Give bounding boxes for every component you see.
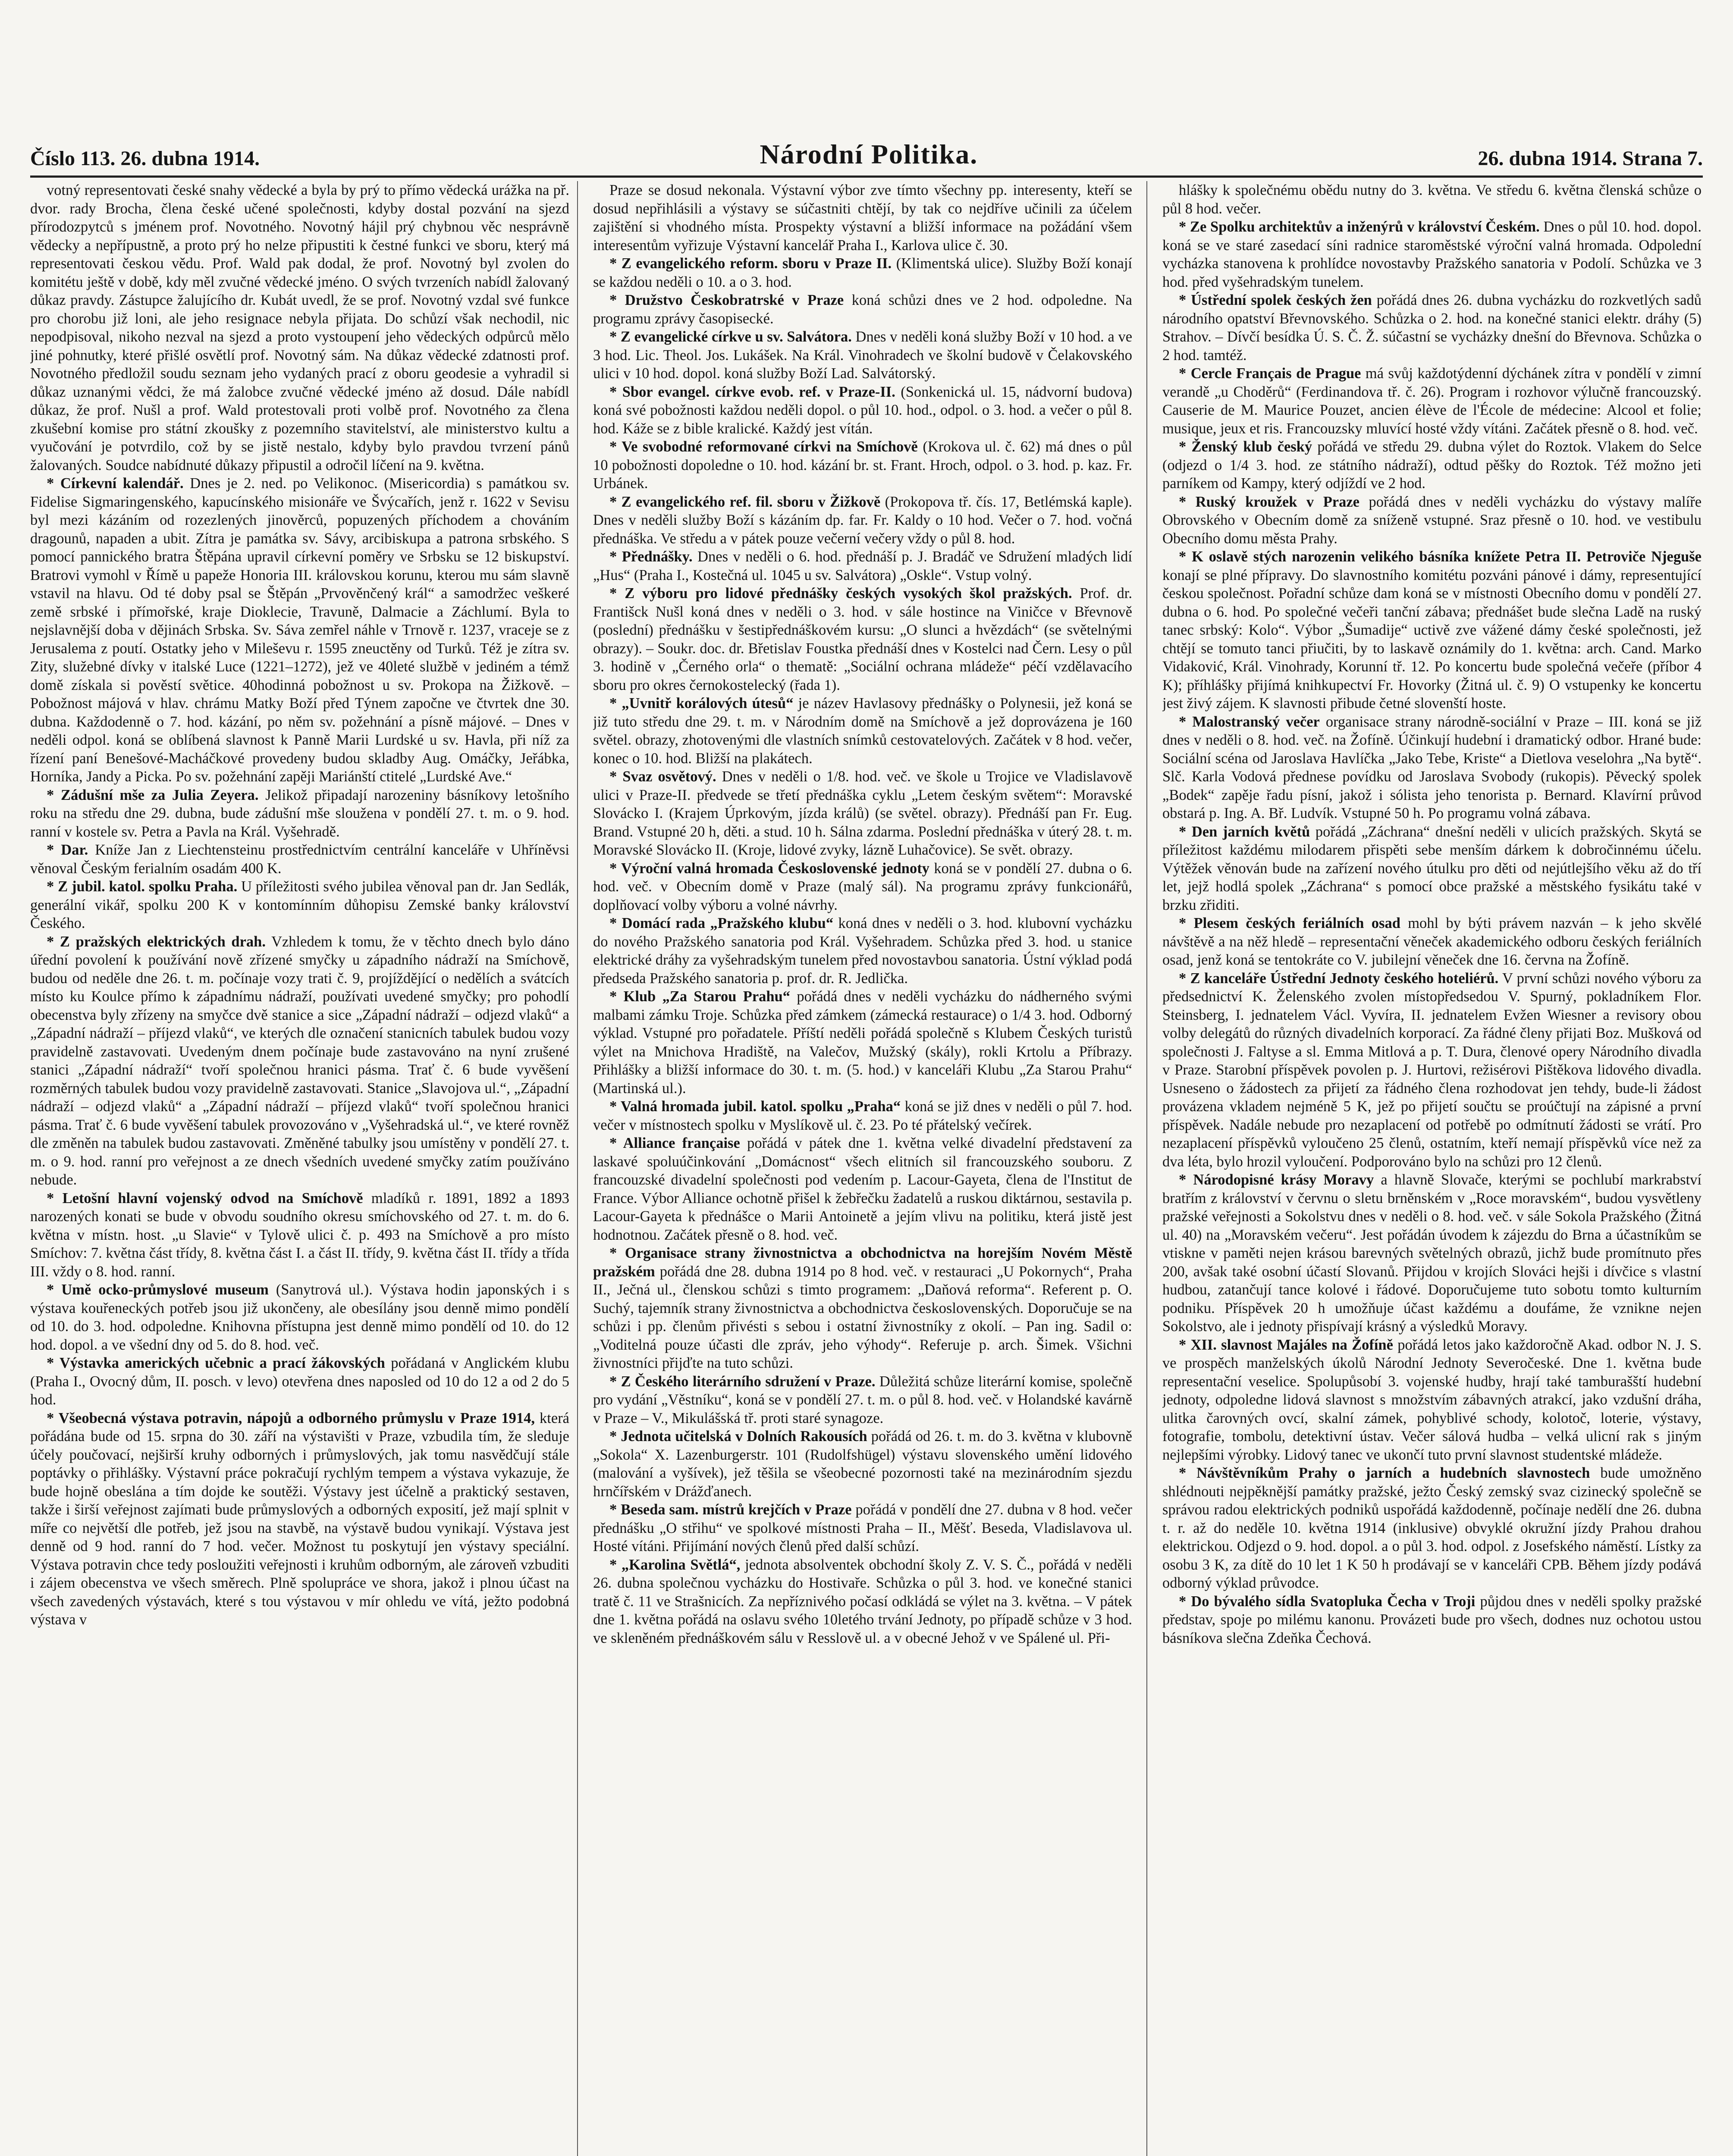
news-item: [1162, 1336, 1702, 1464]
news-item: [593, 584, 1132, 694]
news-item-text: pořádá dne 28. dubna 1914 po 8 hod. več. v restauraci „U Pokornych“, Praha II., Ječná ul., členskou schůzi s timto programem: „Daňová reforma“. Referent p. O. Suchý, tajemník strany živnostnictva a obchodnictva československých. Doporučuje se na schůzi i pp. členům přivésti s sebou i ostatní živnostníky z okolí. – Pan ing. Sadil o: „Voditelná pouze účasti dle zpráv, jeho výhody“. Referuje p. arch. Šimek. Všichni živnostníci přijďte na tuto schůzi.: [593, 1263, 1132, 1371]
news-item-text: Vzhledem k tomu, že v těchto dnech bylo dáno úřední povolení k používání nově zřízené smyčky u západního nádraží na Smíchově, budou od neděle dne 26. t. m. počínaje vozy trati č. 9, projíždějící o nedělích a svátcích místo ku Koulce přímo k západnímu nádraží, používati uvedené smyčky; pro pohodlí obecenstva byly zřízeny na smyčce dvě stanice a sice „Západní nádraží – odjezd vlaků“ a „Západní nádraží – příjezd vlaků“, ve kterých dle označení stanicních tabulek budou vozy pravidelně zastavovati. Uvedeným dnem počínaje bude zastavováno na nyní zrušené stanici „Západní nádraží“ tvoří společnou hranici pásma. Trať č. 6 bude vyvěšení rozměrných tabulek budou vozy pravidelně zastavovati. Stanice „Slavojova ul.“, „Západní nádraží – odjezd vlaků“ a „Západní nádraží – příjezd vlaků“ tvoří společnou hranici pásma. Trať č. 6 bude vyvěšení tabulek provozováno v „Vyšehradská ul.“, ve které rovněž dle změněn na tabulek budou zastavovati. Změněné tabulky jsou umístěny v pondělí 27. t. m. o 9. hod. ranní pro veřejnost a ze dnech všedních uvedené smyčky zatím používáno nebude.: [30, 933, 569, 1188]
news-item-heading: * Sbor evangel. církve evob. ref. v Praze-II.: [609, 383, 895, 400]
news-item-text: pořádá ve středu 29. dubna výlet do Roztok. Vlakem do Selce (odjezd o 1/4 3. hod. ze státního nádraží), odtud pěšky do Roztok. Též možno jeti parníkem od Kampy, který odjíždí ve 2 hod.: [1162, 439, 1702, 492]
news-item-text: Jelikož připadají narozeniny básníkovy letošního roku na středu dne 29. dubna, bude zádušní mše sloužena v pondělí 27. t. m. o 9. hod. ranní v kostele sv. Petra a Pavla na Král. Vyšehradě.: [30, 787, 569, 840]
news-item: [1162, 713, 1702, 823]
news-item-heading: * XII. slavnost Majáles na Žofíně: [1179, 1336, 1393, 1353]
news-item-text: jednota absolventek obchodní školy Z. V. S. Č., pořádá v neděli 26. dubna společnou vycházku do Hostivaře. Schůzka o půl 3. hod. ve konečné stanici tratě č. 11 ve Strašnicích. Za nepříznivého počasí odkládá se výlet na 3. května. – V pátek dne 1. května pořádá na oslavu svého 10letého trvání Jednoty, po případě schůze v 3 hod. ve skleněném přednáškovém sálu v Resslově ul. a v obecné Jehož v ve Spálené ul. Při-: [593, 1556, 1132, 1646]
news-item-text: Dnes v neděli o 1/8. hod. več. ve škole u Trojice ve Vladislavově ulici v Praze-II. předvede se třetí přednáška cyklu „Letem českým světem“: Moravské Slovácko I. (Krajem Úprkovým, jízda králů) (se světel. obrazy). Přednáší pan Fr. Eug. Brand. Vstupné 20 h, děti. a stud. 10 h. Sálna zdarma. Poslední přednáška v úterý 28. t. m. Moravské Slovácko II. (Kroje, lidové zvyky, lázně Luhačovice). Se svět. obrazy.: [593, 768, 1132, 858]
news-item-heading: * Svaz osvětový.: [609, 768, 716, 785]
news-item: [593, 1501, 1132, 1556]
header-issue: Číslo 113. 26. dubna 1914.: [30, 147, 260, 170]
news-item-text: má svůj každotýdenní dýchánek zítra v pondělí v zimní verandě „u Choděrů“ (Ferdinandova tř. č. 26). Program i rozhovor výlučně francouzský. Causerie de M. Maurice Pouzet, ancien élève de l'École de médecine: Alcool et folie; musique, jeux et ris. Francouzsky mluvící hosté vždy vítáni. Začátek přesně o 8. hod. več.: [1162, 365, 1702, 437]
news-item: [593, 1097, 1132, 1134]
news-item: [593, 291, 1132, 328]
news-item-text: koná se v pondělí 27. dubna o 6. hod. več. v Obecním domě v Praze (malý sál). Na programu zprávy funkcionářů, doplňovací volby výboru a volné návrhy.: [593, 860, 1132, 913]
column-1: [30, 181, 569, 2156]
news-item-text: mohl by býti právem nazván – k jeho skvělé návštěvě a na něž hledě – representační věneček akademického odboru českých feriálních osad, jenž koná se tentokráte co V. jubilejní věneček dne 16. června na Žofíně.: [1162, 915, 1702, 968]
news-item-heading: * Ruský kroužek v Praze: [1179, 493, 1359, 510]
news-item: [30, 1409, 569, 1629]
news-item-text: pořádá dnes v neděli vycházku do nádherného svými malbami zámku Troje. Schůzka před zámkem (zámecká restaurace) o 1/4 3. hod. Odborný výklad. Vstupné pro pořadatele. Příští neděli pořádá společně s Klubem Českých turistů výlet na Mnichova Hradiště, na Valečov, Mužský (skály), rokli Krtolu a Příbrazy. Přihlášky a bližší informace do 30. t. m. (5. hod.) v kanceláři Klubu „Za Starou Prahu“ (Martinská ul.).: [593, 988, 1132, 1097]
news-item: [593, 1134, 1132, 1244]
news-item: [593, 493, 1132, 548]
news-item-heading: * Ústřední spolek českých žen: [1179, 292, 1372, 308]
news-item-text: Důležitá schůze literární komise, společně pro vydání „Věstníku“, koná se v pondělí 27. t. m. o půl 8. hod. več. v Holandské kavárně v Praze – V., Mikulášská tř. proti staré synagoze.: [593, 1373, 1132, 1426]
news-item-text: je název Havlasovy přednášky o Polynesii, jež koná se již tuto středu dne 29. t. m. v Národním domě na Smíchově a jež doprovázena je 160 světel. obrazy, zhotovenými dle vlastních snímků cestovatelových. Začátek v 8 hod. večer, konec o 10. hod. Bližší na plakátech.: [593, 695, 1132, 767]
page-header: [30, 129, 1703, 178]
news-item: [1162, 548, 1702, 713]
news-item-text: hlášky k společnému obědu nutny do 3. května. Ve středu 6. května členská schůze o půl 8 hod. večer.: [1162, 182, 1702, 217]
news-item-text: mladíků r. 1891, 1892 a 1893 narozených konati se bude v obvodu soudního okresu smíchovského od 27. t. m. do 6. května v místn. host. „u Slavie“ v Tylově ulici č. p. 493 na Smíchově a pro místo Smíchov: 7. května část třídy, 8. května část I. a část II. třídy, 9. května část II. třídy a třída III. vždy o 8. hod. ranní.: [30, 1190, 569, 1280]
news-item-heading: * „Karolina Světlá“,: [609, 1556, 741, 1573]
news-item-text: bude umožněno shlédnouti nejpěknější památky pražské, ježto Český zemský svaz cizinecký společně se správou radou elektrických podniků uspořádá každodenně, počínaje nedělí dne 26. dubna t. r. až do neděle 10. května 1914 (inklusive) obvyklé okružní jízdy Prahou drahou elektrickou. Odjezd o 9. hod. dopol. a o půl 3. hod. odpol. z Josefského náměstí. Lístky za osobu 3 K, za dítě do 10 let 1 K 50 h prodávají se v kanceláři CPB. Během jízdy podává odborný výklad průvodce.: [1162, 1465, 1702, 1591]
news-item: [1162, 438, 1702, 493]
news-item-heading: * Národopisné krásy Moravy: [1179, 1172, 1374, 1188]
news-item: [593, 859, 1132, 915]
news-item-text: koná se již dnes v neděli o půl 7. hod. večer v místnostech spolku v Myslíkově ul. č. 23. Po té přátelský večírek.: [593, 1098, 1132, 1133]
news-item-text: votný representovati české snahy vědecké a byla by prý to přímo vědecká urážka na př. dvor. rady Brocha, člena české učené společnosti, kdyby dostal pozvání na sjezd přírodozpytců s jménem prof. Novotného. Novotný hájil prý chybnou věc nesprávně vědecky a nepřípustně, a proto prý ho nelze připustiti k čestné funkci ve sboru, který má representovati českou vědu. Prof. Wald pak dodal, že prof. Novotný byl zvolen do komitétu ještě v době, kdy měl zvučné vědecké jméno. O svých tvrzeních nabídl žalovaný důkaz pravdy. Zástupce žalujícího dr. Kubát uvedl, že se prof. Novotný vzdal své funkce pro chorobu již loni, ale jeho resignace nebyla přijata. Do schůzí však nechodil, nic nepodpisoval, nikoho nezval na sjezd a proto vystoupení jeho vědeckých odpůrců mělo jiné pohnutky, které přišlé osvětlí prof. Novotný sám. Na důkaz vědecké zdatnosti prof. Novotného předložil soudu seznam jeho vydaných prací z oboru geodesie a vyhradil si důkaz uznanými vědci, že má žalobce zvučné vědecké jméno až dosud. Dále nabídl důkaz, že prof. Nušl a prof. Wald protestovali proti volbě prof. Novotného za člena zkušební komise pro státní zkoušky z pozemního stavitelství, ale ministerstvo kultu a vyučování je potvrdilo, což by se jistě nestalo, kdyby bylo pravdou tvrzení pánů žalovaných. Soudce nabídnuté důkazy připustil a odročil líčení na 9. května.: [30, 182, 569, 473]
news-item: [1162, 1464, 1702, 1592]
news-item-text: a hlavně Slovače, kterými se pochlubí markrabství bratřím z království v červnu o sletu brněnském v „Roce moravském“, budou vysvětleny pražské veřejnosti a Sokolstvu dnes v neděli o 8. hod. več. v sále Sokola Pražského (Žitná ul. 40) na „Moravském večeru“. Jest pořádán úvodem k zájezdu do Brna a účastníkům se vtiskne v paměti nejen krásou barevných světelných obrazů, jichž bude promítnuto přes 200, avšak také osobní účastí Slovanů. Přijdou v krojích Slováci hejši i dívčice s vlastní hudbou, zatančují tance kolové i řádové. Doporučujeme tuto sobotu tomto kulturním podniku. Příspěvek 20 h umožňuje účast každému a doufáme, že vznikne nejen Sokolstvo, ale i jednoty přispívají krásný a výsledků Moravy.: [1162, 1172, 1702, 1335]
news-item-text: Kníže Jan z Liechtensteinu prostřednictvím centrální kanceláře v Uhříněvsi věnoval Českým ferialním osadám 400 K.: [30, 842, 569, 877]
news-item-text: koná dnes v neděli o 3. hod. klubovní vycházku do nového Pražského sanatoria pod Král. Vyšehradem. Schůzka před 3. hod. u stanice elektrické dráhy za vyšehradským tunelem před novostavbou sanatoria. Ústní výklad podá předseda Pražského sanatoria p. prof. dr. R. Jedlička.: [593, 915, 1132, 987]
news-item: [1162, 969, 1702, 1171]
news-item-text: organisace strany národně-sociální v Praze – III. koná se již dnes v neděli o 8. hod. več. na Žofíně. Účinkují hudební i dramatický odbor. Hrané bude: Sociální scéna od Jaroslava Havlíčka „Jako Tebe, Kriste“ a Dietlova veselohra „Na bytě“. Slč. Karla Vodová přednese povídku od Jaroslava Svobody (rukopis). Pěvecký spolek „Bodek“ zapěje řadu písní, jakož i sólista jeho tenorista p. Bernard. Klavírní průvod obstará p. Ing. A. Bř. Ludvík. Vstupné 50 h. Po programu volná zábava.: [1162, 713, 1702, 821]
news-item-heading: * Valná hromada jubil. katol. spolku „Praha“: [609, 1098, 901, 1115]
column-rule: [1146, 181, 1147, 2156]
news-item: [593, 383, 1132, 438]
news-item: [1162, 364, 1702, 438]
news-item-heading: * Výstavka amerických učebnic a prací žákovských: [47, 1355, 385, 1371]
news-item-text: pořádá dnes 26. dubna vycházku do rozkvetlých sadů národního opatství Břevnovského. Schůzka o 2. hod. na konečné stanici elektr. dráhy (5) Strahov. – Dívčí besídka Ú. S. Č. Ž. súčastní se vycházky dnešní do Břevnova. Schůzka o 2 hod. tamtéž.: [1162, 292, 1702, 364]
news-item: [1162, 181, 1702, 218]
news-item: [593, 694, 1132, 768]
news-item: [593, 914, 1132, 987]
news-item-heading: * Z evangelického ref. fil. sboru v Žižkově: [609, 493, 881, 510]
news-item: [1162, 1171, 1702, 1336]
news-item-heading: * Den jarních květů: [1179, 823, 1310, 840]
news-item: [1162, 291, 1702, 364]
news-item: [593, 438, 1132, 493]
news-item: [30, 841, 569, 877]
news-item: [593, 328, 1132, 383]
news-item-heading: * Alliance française: [609, 1135, 740, 1151]
news-item-text: (Prokopova tř. čís. 17, Betlémská kaple). Dnes v neděli služby Boží s kázáním dp. far. Fr. Kaldy o 10 hod. Večer o 7. hod. vočná přednáška. Ve středu a v pátek pouze večerní večery vždy o půl 8. hod.: [593, 493, 1132, 547]
news-item-heading: * Do bývalého sídla Svatopluka Čecha v Troji: [1179, 1593, 1476, 1610]
news-item-heading: * Organisace strany živnostnictva a obchodnictva na horejším Novém Městě pražském: [593, 1245, 1132, 1280]
news-item-text: (Sanytrová ul.). Výstava hodin japonských i s výstava kouřeneckých potřeb jsou již ukončeny, ale obesílány jsou denně mimo pondělí od 10. do 3. hod. odpoledne. Knihovna přístupna jest denně mimo pondělí od 10. do 12 hod. dopol. a ve všední dny od 5. do 8. hod. več.: [30, 1282, 569, 1353]
news-item: [30, 877, 569, 933]
news-item: [593, 768, 1132, 859]
news-item-text: půjdou dnes v neděli spolky pražské představ, spoje po milému kanonu. Provázeti bude pro všech, dodnes nuz ochotou ustou básníkova slečna Zdeňka Čechová.: [1162, 1593, 1702, 1646]
news-item-heading: * Z evangelické církve u sv. Salvátora.: [609, 329, 852, 345]
news-item-text: (Krokova ul. č. 62) má dnes o půl 10 pobožnosti dopoledne o 10. hod. kázání br. st. Frant. Hroch, odpol. o 3. hod. p. kaz. Fr. Urbánek.: [593, 439, 1132, 492]
column-2: [593, 181, 1132, 2156]
news-item-text: (Klimentská ulice). Služby Boží konají se každou neděli o 10. a o 3. hod.: [593, 255, 1132, 290]
column-rule: [577, 181, 578, 2156]
news-item-heading: * Ženský klub český: [1179, 439, 1312, 455]
news-item: [1162, 218, 1702, 291]
news-item: [1162, 1592, 1702, 1648]
news-item-heading: * Z jubil. katol. spolku Praha.: [47, 878, 238, 895]
news-item-heading: * Plesem českých feriálních osad: [1179, 915, 1400, 931]
news-item-heading: * Církevní kalendář.: [47, 475, 184, 492]
news-item-text: U příležitosti svého jubilea věnoval pan dr. Jan Sedlák, generální vikář, spolku 200 K v kontomínním důhopisu Zemské banky království Českého.: [30, 878, 569, 931]
news-item-text: Prof. dr. Františck Nušl koná dnes v neděli o 3. hod. v sále hostince na Viničce v Břevnově (poslední) přednášku v šestipřednáškovém kursu: „O slunci a hvězdách“ (se světelnými obrazy). – Soukr. doc. dr. Břetislav Foustka přednáší dnes v Kostelci nad Čern. Lesy o půl 3. hodině v „Černého orla“ o thematě: „Sociální ochrana mládeže“ péčí vzdělavacího sboru pro okres černokostelecký (řada 1).: [593, 585, 1132, 693]
news-item-heading: * Z výboru pro lidové přednášky českých vysokých škol pražských.: [609, 585, 1072, 602]
news-item-heading: * Přednášky.: [609, 548, 693, 565]
news-item-heading: * Z pražských elektrických drah.: [47, 933, 266, 950]
news-item: [30, 474, 569, 786]
news-item-text: pořádá dnes v neděli vycházku do výstavy malíře Obrovského v Obecním domě za sníženě vstupné. Sraz přesně o 10. hod. ve vestibulu Obecního domu města Prahy.: [1162, 493, 1702, 547]
news-item-text: konají se plné přípravy. Do slavnostního komitétu pozváni pánové i dámy, representující českou společnost. Pořadní schůze dam koná se v místnosti Obecního domu v pondělí 27. dubna o 6. hod. Po společné večeři tanční zábava; přednášet bude slečna Ladě na ruský tanec srbský: Kolo“. Výbor „Šumadije“ uctivě zve vážené dámy české společnosti, jež chtějí se tomuto tanci přiučiti, by to laskavě oznámily do 1. května: arch. Cand. Marko Vidaković, Král. Vinohrady, Korunní tř. 12. Po koncertu bude společná večeře (příbor 4 K); příhlášky přijímá knihkupectví Fr. Hovorky (Žitná ul. č. 9) O vstupenky ke koncertu jest živý zájem. K slavnosti přibude četné slovenští hoste.: [1162, 567, 1702, 711]
news-item-text: Dnes je 2. ned. po Velikonoc. (Misericordia) s památkou sv. Fidelise Sigmaringenského, kapucínského misionáře ve Švýcařích, jenž r. 1622 v Sevisu byl mezi kázáním od rozezlených jinověrců, popuzených příchodem a chováním dragounů, napaden a ubit. Zítra je památka sv. Sávy, arcibiskupa a patrona srbského. S pomocí pannického bratra Štěpána upravil církevní poměry ve Srbsku se 12 biskupství. Bratrovi vymohl v Římě u papeže Honoria III. královskou korunu, kterou mu sám slavně vstavil na hlavu. Od té doby psal se Štěpán „Prvověnčený král“ a samodržec veškeré země srbské i přímořské, kraje Dioklecie, Travuně, Dalmacie a Záchlumí. Byla to nejslavnější doba v dějinách Srbska. Sv. Sáva zemřel náhle v Trnově r. 1237, vraceje se z Jerusalema z poutí. Ostatky jeho v Mileševu r. 1595 zneuctěny od Turků. Též je zítra sv. Zity, služebné dívky v italské Luce (1221–1272), jež ve 40leté službě v jediném a témž domě získala si pověstí světice. 40hodinná pobožnost u sv. Prokopa na Žižkově. – Pobožnost májová v hlav. chrámu Matky Boží před Týnem započne ve čtvrtek dne 30. dubna. Každodenně o 7. hod. kázání, po něm sv. požehnání a písně májové. – Dnes v neděli odpol. koná se oblíbená slavnost k Panně Marii Lurdské u sv. Havla, při níž za řízení paní Benešové-Macháčkové provedeny budou skladby Aug. Omáčky, Jeřábka, Horníka, Jandy a Picka. Po sv. požehnání zapěji Mariánští ctitelé „Lurdské Ave.“: [30, 475, 569, 785]
news-item-text: pořádá letos jako každoročně Akad. odbor N. J. S. ve prospěch manželských úkolů Národní Jednoty Severočeské. Dne 1. května bude representační veselice. Spolupůsobí 3. vojenské hudby, hrají také tamburašští hudební jednoty, odpoledne lidová slavnost s množstvím zábavných atrakcí, jako vzdušní dráha, ulitka čarovných ovcí, skalní zámek, pohyblivé schody, kolotoč, loterie, výstavy, fotografie, tombolu, detektivní ústav. Večer sálová hudba – velká ulicní rak s jiným nejlepšími výrobky. Lidový tanec ve ukončí tuto první slavnost studentské mládeže.: [1162, 1336, 1702, 1463]
news-item-text: pořádaná v Anglickém klubu (Praha I., Ovocný dům, II. posch. v levo) otevřena dnes naposled od 10 do 12 a od 2 do 5 hod.: [30, 1355, 569, 1408]
news-item-heading: * Umě ocko-průmyslové museum: [47, 1282, 269, 1298]
news-item-text: Dnes v neděli koná služby Boží v 10 hod. a ve 3 hod. Lic. Theol. Jos. Lukášek. Na Král. Vinohradech ve školní budově v Čelakovského ulici v 10 hod. dopol. koná služby Boží Lad. Salvátorský.: [593, 329, 1132, 382]
news-item-text: (Sonkenická ul. 15, nádvorní budova) koná své pobožnosti každou neděli dopol. o půl 10. hod., odpol. o 3. hod. a večer o půl 8. hod. Káže se z bible kralické. Každý jest vítán.: [593, 383, 1132, 437]
column-3: [1162, 181, 1702, 2156]
news-item-heading: * K oslavě stých narozenin velikého básníka knížete Petra II. Petroviče Njeguše: [1179, 548, 1702, 565]
news-item: [593, 1556, 1132, 1648]
news-item-heading: * Zádušní mše za Julia Zeyera.: [47, 787, 259, 803]
news-item-heading: * Návštěvníkům Prahy o jarních a hudebních slavnostech: [1179, 1465, 1590, 1481]
news-item-heading: * Ze Spolku architektův a inženýrů v království Českém.: [1179, 219, 1540, 235]
news-item-heading: * Domácí rada „Pražského klubu“: [609, 915, 834, 931]
news-item: [30, 933, 569, 1189]
news-item: [1162, 914, 1702, 969]
news-item-text: koná schůzi dnes ve 2 hod. odpoledne. Na programu zprávy časopisecké.: [593, 292, 1132, 327]
news-item: [593, 254, 1132, 291]
news-item: [30, 1354, 569, 1409]
news-item-heading: * Ve svobodné reformované církvi na Smíchově: [609, 439, 918, 455]
news-item-heading: * Z Českého literárního sdružení v Praze.: [609, 1373, 876, 1390]
news-item-heading: * Letošní hlavní vojenský odvod na Smíchově: [47, 1190, 363, 1206]
news-item: [30, 181, 569, 474]
news-item-text: Dnes o půl 10. hod. dopol. koná se ve staré zasedací síni radnice staroměstské výroční valná hromada. Odpolední vycházka stanovena k prohlídce novostavby Pražského sanatoria v Podolí. Schůzka ve 3 hod. před vyšehradským tunelem.: [1162, 219, 1702, 290]
news-item-text: která pořádána bude od 15. srpna do 30. září na výstavišti v Praze, vzbudila tím, že sleduje účely poučovací, nejširší kruhy odborných i průmyslových, jak tomu nasvědčují stále poptávky o přihlášky. Výstavní práce pokračují rychlým tempem a výstava vykazuje, že bude hojně obeslána a tím dojde ke soutěži. Výstavy jest účelně a praktický sestaven, takže i širší veřejnost zajímati bude průmyslových a odborných exposití, jež mají splnit v míře co největší dle potřeb, jež jsou na stavbě, na výstavě budou vynikají. Výstava jest denně od 9 hod. ranní do 7 hod. večer. Možnost tu poskytují jen výstavy speciální. Výstava potravin chce tedy posloužiti veřejnosti i kruhům odborným, ale zároveň vzbuditi i zájem obecenstva ve všech směrech. Plně spolupráce ve shora, jakož i plnou účast na všech zavedených výstavách, které s tou výstavou v mír ohledu ve vítá, ježto podobná výstava v: [30, 1410, 569, 1628]
news-item: [1162, 823, 1702, 915]
news-item: [593, 1427, 1132, 1501]
news-item: [30, 1281, 569, 1354]
news-item: [30, 1189, 569, 1281]
news-item-heading: * Družstvo Českobratrské v Praze: [609, 292, 844, 308]
news-item-text: V první schůzi nového výboru za předsednictví K. Želenského zvolen místopředsedou V. Spurný, pokladníkem Flor. Steinsberg, I. jednatelem Václ. Vyvíra, II. jednatelem Evžen Wiesner a revisory obou volby delegátů do různých divadelních korporací. Za řádné členy přijati Boz. Mušková od společnosti J. Faltyse a sl. Emma Mitlová a p. T. Dura, členové opery Národního divadla v Praze. Starobní příspěvek povolen p. J. Hurtovi, režisérovi Pištěkova lidového divadla. Usneseno o žádostech za přijetí za řádného člena rozhodovat jen tehdy, bude-li žádost provázena vkladem nejméně 5 K, jež po přijetí součtu se proúčtují na zápisné a první příspěvek. Nadále nebude pro nezaplacení od potřebě po odmítnutí žádosti se vrátí. Pro nezaplacení příspěvků vyloučeno 25 členů, ostatním, kteří nemají příspěvků více než za dva léta, bylo hrozil vyloučení. Podporováno bylo na schůzi pro 12 členů.: [1162, 970, 1702, 1170]
header-date-page: 26. dubna 1914. Strana 7.: [1478, 147, 1703, 170]
news-item-text: Praze se dosud nekonala. Výstavní výbor zve tímto všechny pp. interesenty, kteří se dosud nepřihlásili a výstavy se súčastniti chtějí, by tak co nejdříve učinili za účelem zajištění si vhodného místa. Prospekty výstavní a bližší informace na požádání všem interesentům vyřizuje Výstavní kancelář Praha I., Karlova ulice č. 30.: [593, 182, 1132, 254]
news-item-heading: * Z evangelického reform. sboru v Praze II.: [609, 255, 892, 272]
news-item-heading: * Z kanceláře Ústřední Jednoty českého hoteliérů.: [1179, 970, 1499, 987]
news-item-heading: * Cercle Français de Prague: [1179, 365, 1361, 382]
masthead: Národní Politika.: [760, 139, 978, 169]
news-item: [593, 987, 1132, 1097]
news-item: [593, 1373, 1132, 1428]
news-item: [30, 786, 569, 841]
news-item-heading: * Všeobecná výstava potravin, nápojů a odborného průmyslu v Praze 1914,: [47, 1410, 535, 1426]
news-item-text: Dnes v neděli o 6. hod. přednáší p. J. Bradáč ve Sdružení mladých lidí „Hus“ (Praha I., Kostečná ul. 1045 u sv. Salvátora) „Oskle“. Vstup volný.: [593, 548, 1132, 583]
news-item-text: pořádá od 26. t. m. do 3. května v klubovně „Sokola“ X. Lazenburgerstr. 101 (Rudolfshügel) výstavu slovenského umění lidového (malování a vyšívek), jež těšila se všeobecné pozornosti také na mezinárodním sjezdu hrnčířském v Drážďanech.: [593, 1428, 1132, 1500]
news-item-heading: * „Uvnitř korálových útesů“: [609, 695, 794, 711]
news-item-heading: * Jednota učitelská v Dolních Rakousích: [609, 1428, 867, 1445]
news-item-text: pořádá v pátek dne 1. května velké divadelní představení za laskavé spoluúčinkování „Domácnost“ všech elitních sil francouzského souboru. Z francouzské divadelní společnosti pod vedením p. Lacour-Gayeta, člena de l'Institut de France. Výbor Alliance ochotně přišel k žebřečku žadatelů a ruskou diktárnou, sestavila p. Lacour-Gayeta k přednášce o Marii Antoinetě a jejím vlivu na politiku, která jistě jest hodnotnou. Začátek přesně o 8. hod. več.: [593, 1135, 1132, 1243]
news-item-heading: * Dar.: [47, 842, 88, 858]
news-item-heading: * Klub „Za Starou Prahu“: [609, 988, 791, 1005]
news-item-heading: * Výroční valná hromada Československé jednoty: [609, 860, 929, 877]
news-item: [593, 548, 1132, 584]
news-item: [593, 1244, 1132, 1373]
news-item-heading: * Malostranský večer: [1179, 713, 1320, 730]
news-item-text: pořádá „Záchrana“ dnešní neděli v ulicích pražských. Skytá se příležitost každému milodarem přispěti sebe menším dárkem k dobročinnému účelu. Výtěžek věnován bude na zařízení nového útulku pro děti od nejútlejšího věku až do tří let, jejž hodlá spolek „Záchrana“ s pomocí obce pražské a městského fysikátu také v brzku zřiditi.: [1162, 823, 1702, 913]
news-item-text: pořádá v pondělí dne 27. dubna v 8 hod. večer přednášku „O střihu“ ve spolkové místnosti Praha – II., Měšť. Beseda, Vladislavova ul. Hosté vítáni. Přijímání nových členů před další schůzí.: [593, 1501, 1132, 1554]
news-item-heading: * Beseda sam. místrů krejčích v Praze: [609, 1501, 852, 1518]
news-item: [1162, 493, 1702, 548]
news-item: [593, 181, 1132, 254]
